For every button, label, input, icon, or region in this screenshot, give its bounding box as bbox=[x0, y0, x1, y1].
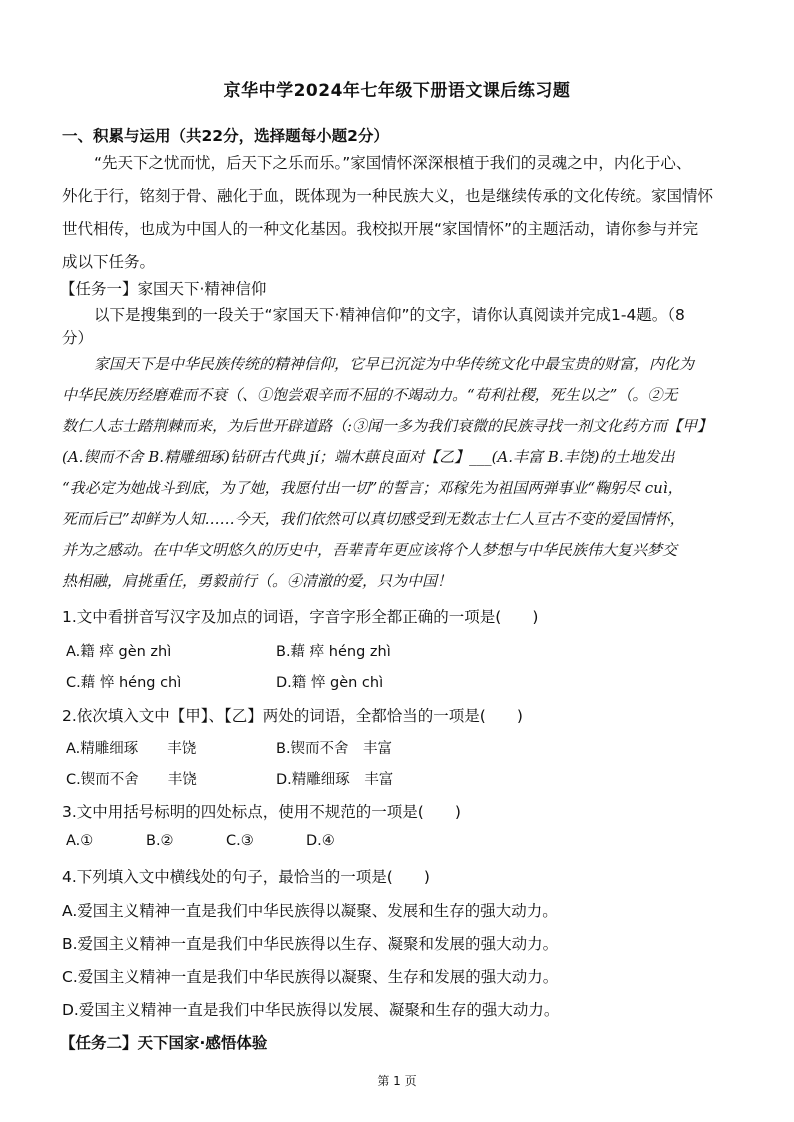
passage-line: (A.锲而不舍 B.精雕细琢)钻研古代典 jí；端木蕻良面对【乙】___(A.丰富 B.丰饶)的土地发出 bbox=[62, 448, 675, 466]
question-3-option-b: B.② bbox=[146, 833, 174, 849]
question-2-option-a: A.精雕细琢 丰饶 bbox=[66, 741, 197, 757]
task-two-heading: 【任务二】天下国家·感悟体验 bbox=[60, 1034, 268, 1052]
intro-line: 外化于行，铭刻于骨、融化于血，既体现为一种民族大义，也是继续传承的文化传统。家国情怀 bbox=[62, 187, 714, 205]
question-2-option-b: B.锲而不舍 丰富 bbox=[276, 741, 393, 757]
task-prompt-line: 以下是搜集到的一段关于“家国天下·精神信仰”的文字，请你认真阅读并完成1-4题。（8 bbox=[94, 306, 685, 324]
question-4: 4.下列填入文中横线处的句子，最恰当的一项是( ) bbox=[62, 868, 430, 886]
question-3-option-a: A.① bbox=[66, 833, 94, 849]
passage-line: 并为之感动。在中华文明悠久的历史中，吾辈青年更应该将个人梦想与中华民族伟大复兴梦交 bbox=[62, 541, 678, 559]
question-2-option-c: C.锲而不舍 丰饶 bbox=[66, 772, 197, 788]
task-one-heading: 【任务一】家国天下·精神信仰 bbox=[60, 280, 267, 298]
question-1-option-d: D.籍 悴 gèn chì bbox=[276, 675, 384, 691]
passage-line: 家国天下是中华民族传统的精神信仰，它早已沉淀为中华传统文化中最宝贵的财富，内化为 bbox=[94, 355, 695, 373]
question-4-option-d: D.爱国主义精神一直是我们中华民族得以发展、凝聚和生存的强大动力。 bbox=[62, 1001, 560, 1019]
question-1-option-a: A.籍 瘁 gèn zhì bbox=[66, 644, 172, 660]
intro-line: 世代相传，也成为中国人的一种文化基因。我校拟开展“家国情怀”的主题活动，请你参与并完 bbox=[62, 220, 699, 238]
question-3-option-c: C.③ bbox=[226, 833, 254, 849]
question-4-option-c: C.爱国主义精神一直是我们中华民族得以凝聚、生存和发展的强大动力。 bbox=[62, 968, 559, 986]
passage-line: “我必定为她战斗到底，为了她，我愿付出一切”的誓言；邓稼先为祖国两弹事业“鞠躬尽 cuì， bbox=[62, 479, 683, 497]
page-title: 京华中学2024年七年级下册语文课后练习题 bbox=[223, 81, 571, 101]
passage-line: 死而后已”却鲜为人知……今天，我们依然可以真切感受到无数志士仁人亘古不变的爱国情怀， bbox=[62, 510, 685, 528]
intro-line: “先天下之忧而忧，后天下之乐而乐。”家国情怀深深根植于我们的灵魂之中，内化于心、 bbox=[94, 154, 692, 172]
question-4-option-b: B.爱国主义精神一直是我们中华民族得以生存、凝聚和发展的强大动力。 bbox=[62, 935, 559, 953]
passage-line: 热相融，肩挑重任，勇毅前行（。④清澈的爱，只为中国！ bbox=[62, 572, 453, 590]
question-2-option-d: D.精雕细琢 丰富 bbox=[276, 772, 394, 788]
question-1-option-b: B.藉 瘁 héng zhì bbox=[276, 644, 391, 660]
question-2: 2.依次填入文中【甲】、【乙】两处的词语，全都恰当的一项是( ) bbox=[62, 707, 523, 725]
passage-line: 数仁人志士踏荆棘而来，为后世开辟道路（:③闻一多为我们衰微的民族寻找一剂文化药方而【甲】 bbox=[62, 417, 713, 435]
passage-line: 中华民族历经磨难而不衰（、①饱尝艰辛而不屈的不竭动力。“苟利社稷，死生以之”（。②无 bbox=[62, 386, 678, 404]
intro-line: 成以下任务。 bbox=[62, 253, 156, 271]
page-number: 第 1 页 bbox=[377, 1074, 417, 1088]
question-3-option-d: D.④ bbox=[306, 833, 335, 849]
question-3: 3.文中用括号标明的四处标点，使用不规范的一项是( ) bbox=[62, 803, 461, 821]
question-4-option-a: A.爱国主义精神一直是我们中华民族得以凝聚、发展和生存的强大动力。 bbox=[62, 902, 558, 920]
question-1: 1.文中看拼音写汉字及加点的词语，字音字形全都正确的一项是( ) bbox=[62, 608, 539, 626]
section-heading: 一、积累与运用（共22分，选择题每小题2分） bbox=[62, 127, 389, 145]
task-prompt-line: 分） bbox=[62, 329, 94, 347]
question-1-option-c: C.藉 悴 héng chì bbox=[66, 675, 182, 691]
